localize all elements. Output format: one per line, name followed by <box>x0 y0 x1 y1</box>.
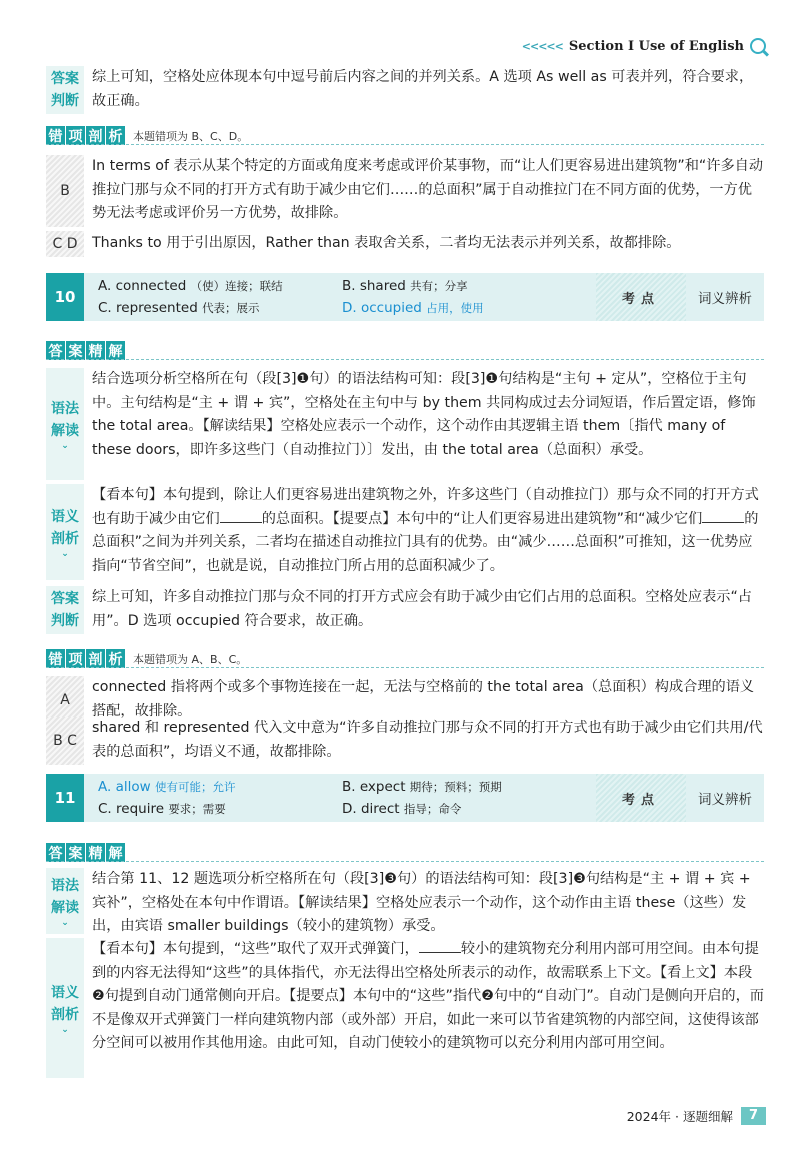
error-item <box>46 717 764 765</box>
judge-text: 综上可知，许多自动推拉门那与众不同的打开方式应会有助于减少由它们占用的总面积。空格处应表示“占用”。D 选项 occupied 符合要求，故正确。 <box>92 589 752 629</box>
option-d-selected: D. occupied 占用，使用 <box>342 300 484 316</box>
test-point-value: 词义辨析 <box>698 792 752 808</box>
running-header <box>522 38 766 54</box>
option-a-selected: A. allow 使有可能；允许 <box>98 779 236 795</box>
test-point-label: 考点 <box>596 273 686 321</box>
chip: 案 <box>66 341 85 360</box>
error-analysis-header <box>46 649 247 668</box>
error-text: shared 和 represented 代入文中意为“许多自动推拉门那与众不同的打开方式也有助于减少由它们共用/代表的总面积”，均语义不通，故都排除。 <box>92 720 763 760</box>
chip: 答 <box>46 843 65 862</box>
option-d: D. direct 指导；命令 <box>342 801 462 817</box>
question-number: 11 <box>46 774 84 822</box>
error-text: connected 指将两个或多个事物连接在一起，无法与空格前的 the total area（总面积）构成合理的语义搭配，故排除。 <box>92 679 755 719</box>
test-point-value: 词义辨析 <box>698 291 752 307</box>
option-a: A. connected （使）连接；联结 <box>98 278 283 294</box>
answer-analysis-header <box>46 341 125 360</box>
error-key: B C <box>46 717 84 765</box>
arrows-icon: <<<<< <box>521 39 563 53</box>
search-icon <box>750 38 766 54</box>
semantic-tag: 语义剖析 ⌄ <box>46 938 84 1078</box>
judge-tag: 答案判断 <box>46 586 84 634</box>
error-key: C D <box>46 231 84 257</box>
chip: 析 <box>106 126 125 145</box>
page-footer <box>627 1107 766 1125</box>
divider <box>46 359 764 360</box>
chip: 答 <box>46 341 65 360</box>
chip: 项 <box>66 649 85 668</box>
question-11-options <box>46 774 764 822</box>
chip: 案 <box>66 843 85 862</box>
error-text: Thanks to 用于引出原因，Rather than 表取舍关系，二者均无法表示并列关系，故都排除。 <box>92 235 681 251</box>
error-item <box>46 231 764 257</box>
divider <box>46 667 764 668</box>
chip: 精 <box>86 843 105 862</box>
judge-block <box>46 586 764 634</box>
chip: 项 <box>66 126 85 145</box>
error-analysis-header <box>46 126 248 145</box>
judge-text: 综上可知，空格处应体现本句中逗号前后内容之间的并列关系。A 选项 As well as 可表并列，符合要求，故正确。 <box>92 69 754 109</box>
judge-tag: 答案判断 <box>46 66 84 114</box>
grammar-tag: 语法解读 ⌄ <box>46 868 84 934</box>
chip: 析 <box>106 649 125 668</box>
error-item <box>46 155 764 227</box>
error-note: 本题错项为 B、C、D。 <box>133 129 249 143</box>
chip: 解 <box>106 843 125 862</box>
semantic-text: 【看本句】本句提到，“这些”取代了双开式弹簧门， 较小的建筑物充分利用内部可用空间。由本句提到的内容无法得知“这些”的具体指代，亦无法得出空格处所表示的动作，故需联系上下文。【看上文】本段❷句提到自动门通常侧向开启。【提要点】本句中的“这些”指代❷句中的“自动门”。自动门是侧向开启的，而不是像双开式弹簧门一样向建筑物内部（或外部）开启，如此一来可以节省建筑物的内部空间，这使得该部分空间可以被用作其他用途。由此可知，自动门使较小的建筑物可以充分利用内部可用空间。 <box>92 941 764 1051</box>
semantic-text: 【看本句】本句提到，除让人们更容易进出建筑物之外，许多这些门（自动推拉门）那与众不同的打开方式也有助于减少由它们 的总面积。【提要点】本句中的“让人们更容易进出建筑物”和“减少它们 的总面积”之间为并列关系，二者均在描述自动推拉门具有的优势。由“减少……总面积”可推知，这一优势应指向“节省空间”，也就是说，自动推拉门所占用的总面积减少了。 <box>92 487 759 574</box>
q9-judge-block <box>46 66 764 114</box>
question-number: 10 <box>46 273 84 321</box>
option-c: C. represented 代表；展示 <box>98 300 260 316</box>
error-key: A <box>46 676 84 724</box>
grammar-text: 结合第 11、12 题选项分析空格所在句（段[3]❸句）的语法结构可知：段[3]❸句结构是“主 + 谓 + 宾 + 宾补”，空格处在本句中作谓语。【解读结果】空格处应表示一个动作，这个动作由主语 these（这些）发出，由宾语 smaller buildings（较小的建筑物）承受。 <box>92 871 751 934</box>
grammar-tag: 语法解读 ⌄ <box>46 368 84 480</box>
chip: 精 <box>86 341 105 360</box>
grammar-text: 结合选项分析空格所在句（段[3]❶句）的语法结构可知：段[3]❶句结构是“主句 + 定从”，空格位于主句中。主句结构是“主 + 谓 + 宾”，空格处在主句中与 by them 共同构成过去分词短语，作后置定语，修饰 the total area。【解读结果】空格处应表示一个动作，这个动作由其逻辑主语 them〔指代 many of these doors，即许多这些门（自动推拉门）〕发出，由 the total area（总面积）承受。 <box>92 371 756 458</box>
chip: 错 <box>46 649 65 668</box>
error-note: 本题错项为 A、B、C。 <box>133 652 248 666</box>
option-b: B. shared 共有；分享 <box>342 278 468 294</box>
chip: 剖 <box>86 126 105 145</box>
chip: 剖 <box>86 649 105 668</box>
option-c: C. require 要求；需要 <box>98 801 226 817</box>
error-key: B <box>46 155 84 227</box>
divider <box>46 861 764 862</box>
chip: 解 <box>106 341 125 360</box>
footer-label: 2024年 · 逐题细解 <box>626 1109 733 1124</box>
error-text: In terms of 表示从某个特定的方面或角度来考虑或评价某事物，而“让人们更容易进出建筑物”和“许多自动推拉门那与众不同的打开方式有助于减少由它们……的总面积”属于自动推拉门在不同方面的优势，一方优势无法考虑或评价另一方优势，故排除。 <box>92 158 764 221</box>
semantic-block <box>46 938 764 1078</box>
grammar-block <box>46 868 764 934</box>
divider <box>46 144 764 145</box>
page-number: 7 <box>741 1107 766 1125</box>
chip: 错 <box>46 126 65 145</box>
section-title: Section I Use of English <box>568 38 744 54</box>
test-point-label: 考点 <box>596 774 686 822</box>
answer-analysis-header <box>46 843 125 862</box>
semantic-tag: 语义剖析 ⌄ <box>46 484 84 580</box>
question-10-options <box>46 273 764 321</box>
semantic-block <box>46 484 764 580</box>
option-b: B. expect 期待；预料；预期 <box>342 779 502 795</box>
grammar-block <box>46 368 764 480</box>
